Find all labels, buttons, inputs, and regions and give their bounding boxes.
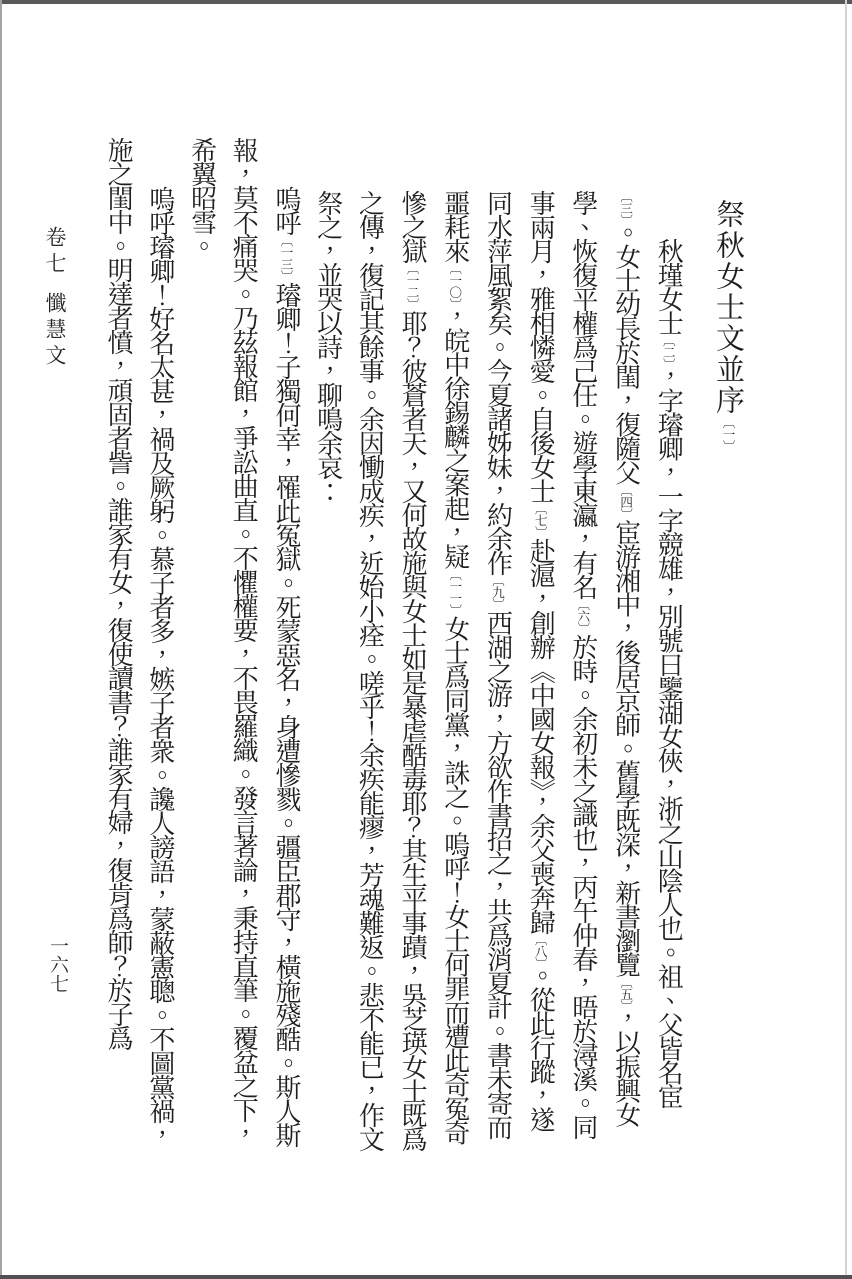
text-run: 嗚呼璿卿！好名太甚，禍及厥躬。慕子者多，嫉子者衆。讒人謗語，蒙蔽憲聰。不圖黨禍，施之閨中。明達者憤，頑固者訾。誰家有女，復使讀書？誰家有婦，復肯爲師？於子爲 [104, 137, 175, 1146]
text-run: 於時。余初未之識也，丙午仲春，晤於潯溪。同事兩月，雅相憐愛。自後女士 [526, 190, 598, 1138]
text-run: 。女士幼長於閨，復隨父 [611, 219, 641, 484]
footnote-marker: 〔六〕 [575, 598, 590, 634]
volume-label: 卷七 [43, 226, 67, 278]
text-run: 宦游湘中，後居京師。舊學既深，新書瀏覽 [611, 519, 641, 976]
elegy-stanza-2 [97, 137, 180, 1151]
text-run: 耶？彼蒼者天，又何故施與女士如是暴虐酷毒耶？其生平事蹟，吳芝瑛女士既爲之傳，復記其餘事。余因慟成疾，近始小痊。嗟乎！余疾能瘳，芳魂難返。悲不能已，作文祭之，並哭以詩，聊鳴余哀： [313, 190, 428, 1150]
elegy-stanza-1 [181, 137, 307, 1151]
text-run: 。從此行蹤，遂同水萍風絮矣。今夏諸姊妹，約余作 [483, 190, 556, 1131]
footnote-marker: 〔一二〕 [405, 262, 420, 310]
scan-frame-top-line [0, 0, 852, 4]
text-run: 赴滬，創辦《中國女報》，余父喪奔歸 [526, 538, 556, 933]
footnote-marker: 〔一〕 [721, 416, 735, 452]
text-run: ，皖中徐錫麟之案起，疑 [440, 303, 470, 568]
footnote-marker: 〔一三〕 [278, 234, 293, 282]
footnote-marker: 〔九〕 [490, 574, 505, 610]
section-label: 懺慧文 [43, 292, 67, 370]
footnote-marker: 〔二〕 [661, 334, 676, 364]
document-title [706, 137, 748, 1151]
scan-frame-bottom-line [0, 1275, 852, 1279]
footnote-marker: 〔一〇〕 [447, 262, 462, 304]
scan-frame-right-line [845, 0, 847, 1279]
text-run: 祭秋女士文並序 [712, 199, 744, 416]
footnote-marker: 〔三〕 [618, 190, 633, 220]
footnote-marker: 〔四〕 [618, 483, 633, 520]
text-run: 嗚呼 [271, 186, 301, 234]
main-text-block [86, 137, 748, 1151]
scan-frame-left-line [0, 0, 2, 1279]
text-run: ，字璿卿，一字競雄，別號曰鑒湖女俠，浙之山陰人也。祖、父皆名宦 [654, 363, 684, 1108]
text-run: 秋瑾女士 [654, 238, 684, 334]
footnote-marker: 〔五〕 [618, 975, 633, 1006]
page-number: 一六七 [47, 936, 68, 993]
text-run: 女士爲同黨，誅之。嗚呼！女士何罪而遭此奇冤奇慘之獄 [398, 190, 470, 1144]
text-run: 西湖之游，方欲作書招之，共爲消夏計。書未寄而噩耗來 [440, 190, 513, 1138]
text-run: ，以振興女學、恢復平權爲己任。遊學東瀛，有名 [568, 190, 641, 1126]
footnote-marker: 〔七〕 [533, 502, 548, 538]
running-head [40, 226, 70, 370]
preface-paragraph [307, 137, 689, 1151]
footnote-marker: 〔一一〕 [447, 567, 462, 616]
footnote-marker: 〔八〕 [533, 933, 548, 963]
text-run: 璿卿！子獨何幸，罹此冤獄。死蒙惡名，身遭慘戮。疆臣郡守，橫施殘酷。斯人斯報，莫不痛哭。乃茲報館，爭訟曲直。不懼權要，不畏羅織。發言著論，秉持直筆。覆盆之下，希翼昭雪。 [187, 137, 301, 1146]
